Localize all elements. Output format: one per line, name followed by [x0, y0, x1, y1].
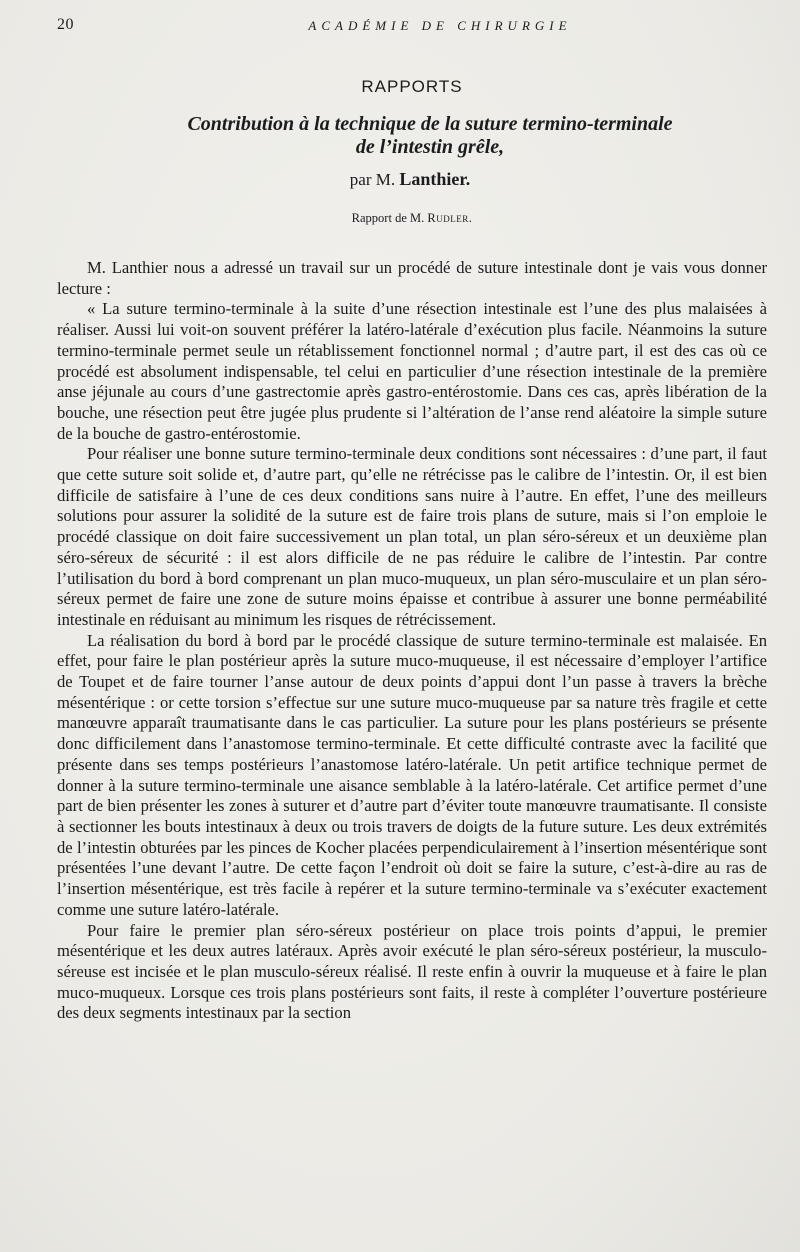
author-name: Lanthier.: [399, 169, 471, 189]
paragraph: Pour faire le premier plan séro-séreux postérieur on place trois points d’appui, le premier mésentérique et les deux autres latéraux. Après avoir exécuté le plan séro-séreux postérieur, la musculo-séreuse est incisée et le plan musculo-séreux réalisé. Il reste enfin à ouvrir la muqueuse et à faire le plan muco-muqueux. Lorsque ces trois plans postérieurs sont faits, il reste à compléter l’ouverture postérieure des deux segments intestinaux par la section: [57, 920, 767, 1023]
section-title: RAPPORTS: [361, 77, 463, 96]
article-title-line-2: de l’intestin grêle,: [355, 136, 505, 158]
paragraph: Pour réaliser une bonne suture termino-terminale deux conditions sont nécessaires : d’une part, il faut que cette suture soit solide et, d’autre part, qu’elle ne rétrécisse pas le calibre de l’intestin. Or, il est bien difficile de satisfaire à l’une de ces deux conditions sans nuire à l’autre. En effet, l’une des meilleurs solutions pour assurer la solidité de la suture est de faire trois plans de suture, mais si l’on emploie le procédé classique on doit faire successivement un plan total, un plan séro-séreux et un deuxième plan séro-séreux de sécurité : il est alors difficile de ne pas réduire le calibre de l’intestin. Par contre l’utilisation du bord à bord comprenant un plan muco-muqueux, un plan séro-musculaire et un plan séro-séreux permet de faire une zone de suture moins épaisse et contribue à assurer une bonne perméabilité intestinale en réduisant au minimum les risques de rétrécissement.: [57, 444, 767, 629]
paragraph: M. Lanthier nous a adressé un travail sur un procédé de suture intestinale dont je vais vous donner lecture :: [57, 258, 767, 298]
page-number: 20: [57, 16, 74, 33]
article-title: [90, 113, 770, 159]
rapport-name: Rudler.: [427, 211, 473, 225]
author-line: [10, 169, 800, 190]
paragraph: « La suture termino-terminale à la suite d’une résection intestinale est l’une des plus malaisées à réaliser. Aussi lui voit-on souvent préférer la latéro-latérale d’exécution plus facile. Néanmoins la suture termino-terminale permet seule un rétablissement fonctionnel normal ; d’autre part, il est des cas où ce procédé est absolument indispensable, tel celui en particulier d’une résection intestinale de la première anse jéjunale au cours d’une gastrectomie après gastro-entérostomie. Dans ces cas, après libération de la bouche, une résection peut être jugée plus prudente si l’altération de l’anse rend aléatoire la simple suture de la bouche de gastro-entérostomie.: [57, 299, 767, 443]
rapport-line: [12, 211, 800, 226]
paragraph: La réalisation du bord à bord par le procédé classique de suture termino-terminale est malaisée. En effet, pour faire le plan postérieur après la suture muco-muqueuse, il est nécessaire d’employer l’artifice de Toupet et de faire tourner l’anse autour de deux points d’appui dont l’un passe à travers la brèche mésentérique : or cette torsion s’effectue sur une suture muco-muqueuse par sa nature très fragile et cette manœuvre apparaît traumatisante dans le cas particulier. La suture pour les plans postérieurs se présente donc difficilement dans l’anastomose termino-terminale. Et cette difficulté contraste avec la facilité que présente dans ses temps postérieurs l’anastomose latéro-latérale. Un petit artifice technique permet de donner à la suture termino-terminale une aisance semblable à la latéro-latérale. Cet artifice permet d’une part de bien présenter les zones à suturer et d’autre part d’éviter toute manœuvre traumatisante. Il consiste à sectionner les bouts intestinaux à deux ou trois travers de doigts de la future suture. Les deux extrémités de l’intestin obturées par les pinces de Kocher placées perpendiculairement à l’insertion mésentérique sont présentées l’une devant l’autre. De cette façon l’endroit où doit se faire la suture, c’est-à-dire au ras de l’insertion mésentérique, est très facile à repérer et la suture termino-terminale va s’exécuter exactement comme une suture latéro-latérale.: [57, 630, 767, 919]
running-head: ACADÉMIE DE CHIRURGIE: [308, 18, 572, 33]
article-title-line-1: Contribution à la technique de la suture termino-terminale: [187, 113, 673, 135]
rapport-prefix: Rapport de M.: [351, 211, 425, 225]
article-body: [57, 258, 767, 1024]
author-prefix: par M.: [349, 170, 396, 189]
